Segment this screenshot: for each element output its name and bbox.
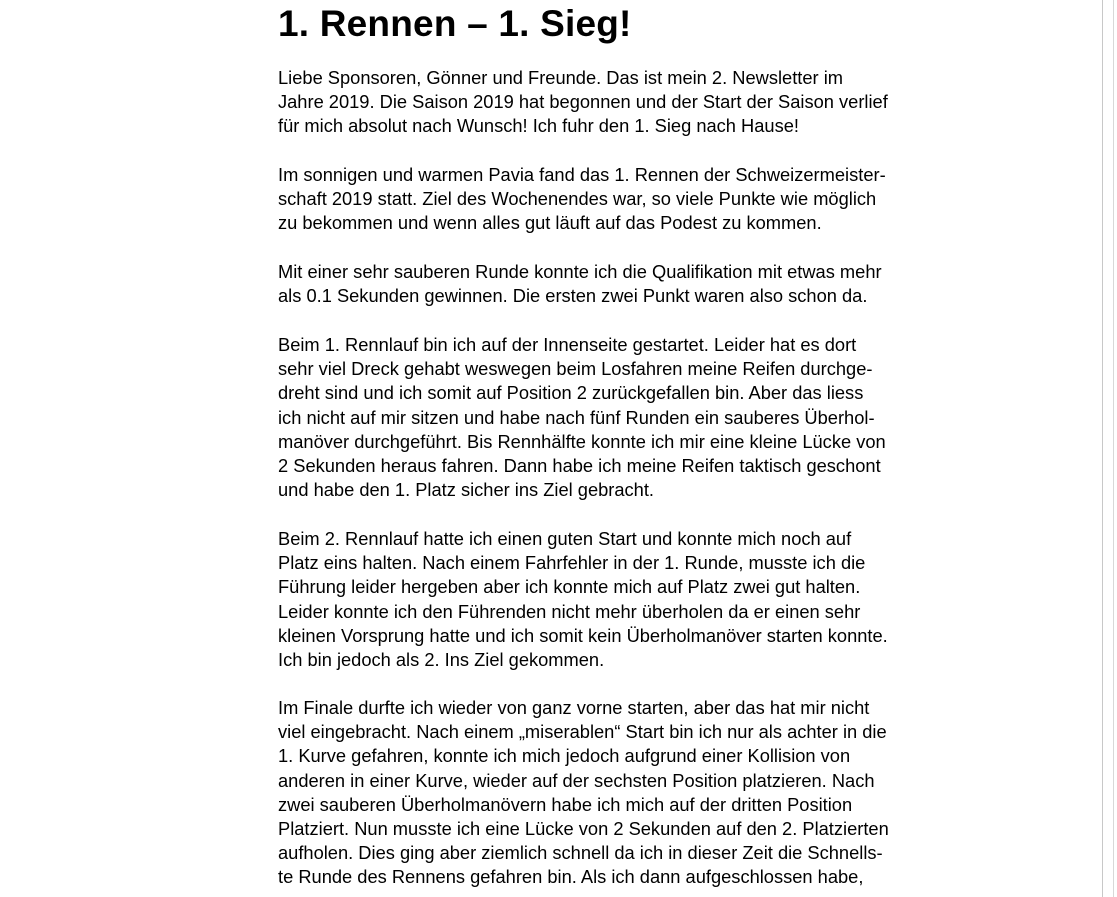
text-line: Mit einer sehr sauberen Runde konnte ich die Qualifikation mit etwas mehr [278, 261, 882, 282]
text-line: Platz eins halten. Nach einem Fahrfehler in der 1. Runde, musste ich die [278, 552, 866, 574]
text-line: zu bekommen und wenn alles gut läuft auf das Podest zu kommen. [278, 212, 822, 234]
paragraph-race-1 [278, 333, 886, 502]
page-edge-line [1102, 0, 1103, 897]
page-edge-line-outer [1113, 0, 1114, 897]
paragraph-race-2 [278, 527, 888, 672]
text-line: Im Finale durfte ich wieder von ganz vorne starten, aber das hat mir nicht [278, 697, 870, 718]
paragraph-intro [278, 66, 888, 139]
text-line: manöver durchgeführt. Bis Rennhälfte konnte ich mir eine kleine Lücke von [278, 430, 886, 452]
document-content [278, 0, 998, 888]
paragraph-finale [278, 696, 889, 890]
text-line: und habe den 1. Platz sicher ins Ziel gebracht. [278, 479, 655, 501]
text-line: Führung leider hergeben aber ich konnte mich auf Platz zwei gut halten. [278, 576, 861, 598]
text-line: für mich absolut nach Wunsch! Ich fuhr den 1. Sieg nach Hause! [278, 115, 799, 137]
text-line: dreht sind und ich somit auf Position 2 zurückgefallen bin. Aber das liess [278, 382, 864, 404]
document-title: 1. Rennen – 1. Sieg! [278, 3, 632, 44]
text-line: Im sonnigen und warmen Pavia fand das 1. Rennen der Schweizermeister- [278, 164, 886, 185]
text-line: te Runde des Rennens gefahren bin. Als ich dann aufgeschlossen habe, [278, 866, 864, 888]
text-line: Leider konnte ich den Führenden nicht mehr überholen da er einen sehr [278, 600, 861, 622]
text-line: Ich bin jedoch als 2. Ins Ziel gekommen. [278, 649, 605, 671]
text-line: Beim 2. Rennlauf hatte ich einen guten Start und konnte mich noch auf [278, 528, 852, 549]
text-line: als 0.1 Sekunden gewinnen. Die ersten zwei Punkt waren also schon da. [278, 285, 868, 307]
text-line: 1. Kurve gefahren, konnte ich mich jedoch aufgrund einer Kollision von [278, 745, 851, 767]
text-line: anderen in einer Kurve, wieder auf der sechsten Position platzieren. Nach [278, 769, 875, 791]
text-line: Platziert. Nun musste ich eine Lücke von 2 Sekunden auf den 2. Platzierten [278, 818, 889, 840]
text-line: sehr viel Dreck gehabt weswegen beim Losfahren meine Reifen durchge- [278, 358, 873, 380]
text-line: aufholen. Dies ging aber ziemlich schnell da ich in dieser Zeit die Schnells- [278, 842, 883, 864]
text-line: kleinen Vorsprung hatte und ich somit kein Überholmanöver starten konnte. [278, 624, 888, 646]
text-line: Jahre 2019. Die Saison 2019 hat begonnen und der Start der Saison verlief [278, 91, 888, 113]
text-line: viel eingebracht. Nach einem „miserablen“ Start bin ich nur als achter in die [278, 721, 887, 743]
text-line: zwei sauberen Überholmanövern habe ich mich auf der dritten Position [278, 793, 853, 815]
text-line: Liebe Sponsoren, Gönner und Freunde. Das ist mein 2. Newsletter im [278, 67, 843, 88]
text-line: ich nicht auf mir sitzen und habe nach fünf Runden ein sauberes Überhol- [278, 406, 875, 428]
paragraph-pavia [278, 163, 886, 236]
text-line: 2 Sekunden heraus fahren. Dann habe ich meine Reifen taktisch geschont [278, 455, 881, 477]
text-line: Beim 1. Rennlauf bin ich auf der Innenseite gestartet. Leider hat es dort [278, 334, 857, 355]
paragraph-qualification [278, 260, 882, 308]
text-line: schaft 2019 statt. Ziel des Wochenendes war, so viele Punkte wie möglich [278, 188, 877, 210]
